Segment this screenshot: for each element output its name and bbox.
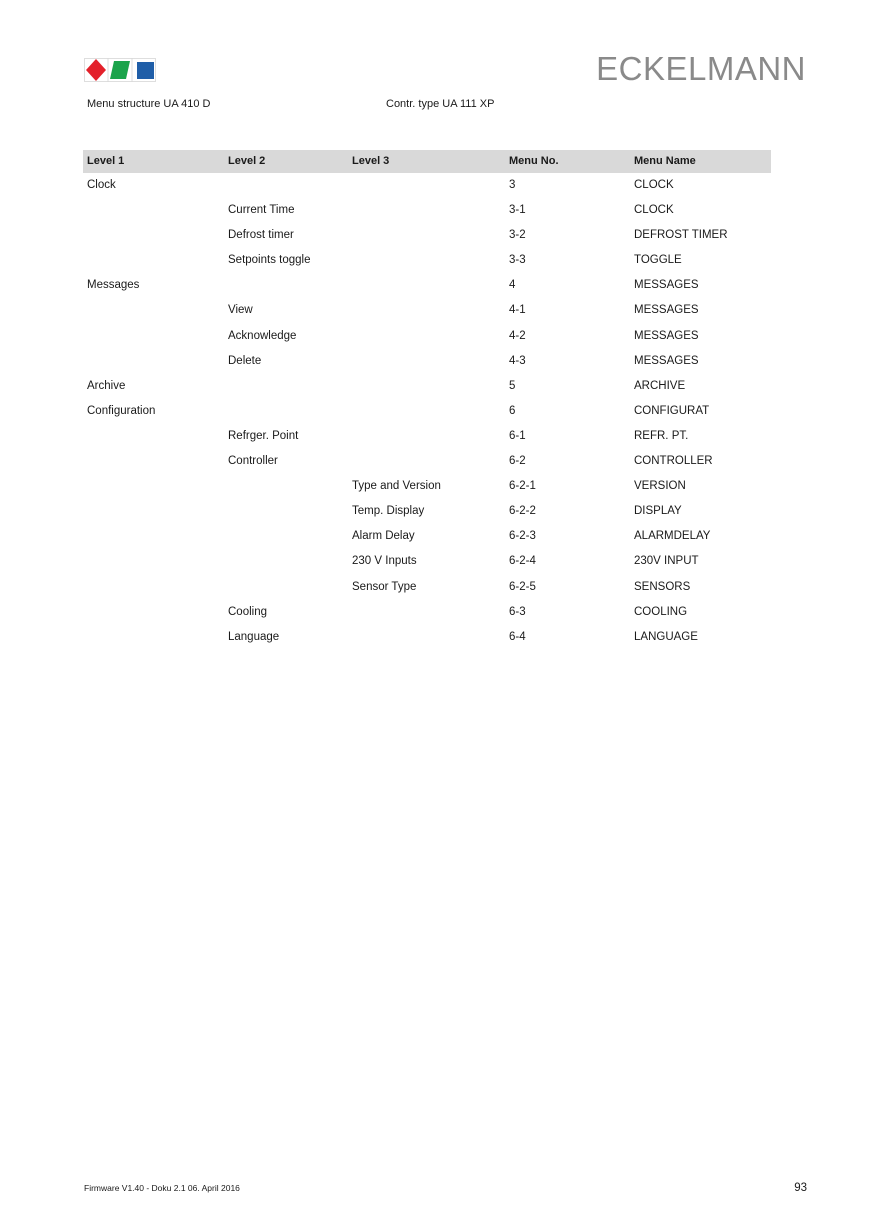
menu-no-cell: 6-4 bbox=[509, 630, 526, 643]
header-menu-name: Menu Name bbox=[634, 155, 696, 167]
level-2-cell: Refrger. Point bbox=[228, 429, 299, 442]
logo-red-diamond-mark bbox=[86, 59, 106, 81]
menu-no-cell: 6-2-2 bbox=[509, 505, 536, 518]
table-row bbox=[83, 298, 771, 323]
table-row bbox=[83, 349, 771, 374]
level-2-cell: Language bbox=[228, 630, 280, 643]
table-row bbox=[83, 223, 771, 248]
level-2-cell: Controller bbox=[228, 455, 278, 468]
menu-name-cell: VERSION bbox=[634, 480, 686, 493]
table-row bbox=[83, 173, 771, 198]
menu-name-cell: ALARMDELAY bbox=[634, 530, 711, 543]
level-1-cell: Archive bbox=[87, 379, 126, 392]
table-body bbox=[83, 173, 771, 650]
menu-name-cell: ARCHIVE bbox=[634, 379, 686, 392]
menu-no-cell: 5 bbox=[509, 379, 516, 392]
table-row bbox=[83, 424, 771, 449]
header-level-1: Level 1 bbox=[87, 155, 125, 167]
table-row bbox=[83, 273, 771, 298]
menu-no-cell: 6-2-4 bbox=[509, 555, 536, 568]
table-row bbox=[83, 248, 771, 273]
menu-no-cell: 6 bbox=[509, 404, 516, 417]
document-title: Menu structure UA 410 D bbox=[87, 98, 211, 110]
table-header-row bbox=[83, 150, 771, 173]
table-row bbox=[83, 625, 771, 650]
level-3-cell: Sensor Type bbox=[352, 580, 417, 593]
level-3-cell: Temp. Display bbox=[352, 505, 425, 518]
level-2-cell: View bbox=[228, 304, 253, 317]
level-2-cell: Acknowledge bbox=[228, 329, 297, 342]
brand-wordmark: ECKELMANN bbox=[596, 50, 806, 87]
level-1-cell: Configuration bbox=[87, 404, 156, 417]
menu-name-cell: CLOCK bbox=[634, 204, 674, 217]
footer-firmware: Firmware V1.40 - Doku 2.1 06. April 2016 bbox=[84, 1183, 240, 1193]
table-row bbox=[83, 399, 771, 424]
logo-blue-square-mark bbox=[137, 62, 154, 79]
menu-no-cell: 4-1 bbox=[509, 304, 526, 317]
table-row bbox=[83, 600, 771, 625]
page-number: 93 bbox=[794, 1182, 807, 1194]
level-3-cell: Type and Version bbox=[352, 480, 441, 493]
menu-name-cell: DISPLAY bbox=[634, 505, 682, 518]
menu-name-cell: MESSAGES bbox=[634, 329, 699, 342]
table-row bbox=[83, 449, 771, 474]
menu-no-cell: 3-1 bbox=[509, 204, 526, 217]
table-row bbox=[83, 549, 771, 574]
menu-name-cell: MESSAGES bbox=[634, 354, 699, 367]
table-row bbox=[83, 499, 771, 524]
table-row bbox=[83, 474, 771, 499]
logo-green-parallelogram-mark bbox=[110, 61, 130, 79]
menu-name-cell: CONFIGURAT bbox=[634, 404, 710, 417]
menu-name-cell: TOGGLE bbox=[634, 254, 682, 267]
level-3-cell: Alarm Delay bbox=[352, 530, 415, 543]
level-2-cell: Current Time bbox=[228, 204, 295, 217]
menu-no-cell: 4 bbox=[509, 279, 516, 292]
menu-no-cell: 6-2 bbox=[509, 455, 526, 468]
level-1-cell: Messages bbox=[87, 279, 140, 292]
table-row bbox=[83, 524, 771, 549]
table-row bbox=[83, 374, 771, 399]
menu-no-cell: 3-3 bbox=[509, 254, 526, 267]
menu-name-cell: COOLING bbox=[634, 605, 688, 618]
controller-type: Contr. type UA 111 XP bbox=[386, 98, 495, 110]
menu-name-cell: LANGUAGE bbox=[634, 630, 698, 643]
menu-no-cell: 4-2 bbox=[509, 329, 526, 342]
menu-no-cell: 6-2-3 bbox=[509, 530, 536, 543]
menu-name-cell: DEFROST TIMER bbox=[634, 229, 728, 242]
menu-name-cell: CONTROLLER bbox=[634, 455, 713, 468]
menu-no-cell: 6-2-5 bbox=[509, 580, 536, 593]
table-row bbox=[83, 324, 771, 349]
menu-name-cell: REFR. PT. bbox=[634, 429, 689, 442]
menu-no-cell: 6-1 bbox=[509, 429, 526, 442]
level-2-cell: Setpoints toggle bbox=[228, 254, 311, 267]
menu-name-cell: SENSORS bbox=[634, 580, 691, 593]
company-logo bbox=[84, 58, 156, 82]
menu-no-cell: 6-2-1 bbox=[509, 480, 536, 493]
menu-no-cell: 3-2 bbox=[509, 229, 526, 242]
menu-name-cell: 230V INPUT bbox=[634, 555, 699, 568]
level-3-cell: 230 V Inputs bbox=[352, 555, 417, 568]
level-2-cell: Cooling bbox=[228, 605, 267, 618]
header-menu-no: Menu No. bbox=[509, 155, 559, 167]
menu-name-cell: MESSAGES bbox=[634, 304, 699, 317]
table-row bbox=[83, 575, 771, 600]
menu-structure-table bbox=[83, 150, 771, 650]
menu-no-cell: 4-3 bbox=[509, 354, 526, 367]
table-row bbox=[83, 198, 771, 223]
menu-no-cell: 6-3 bbox=[509, 605, 526, 618]
header-level-3: Level 3 bbox=[352, 155, 390, 167]
level-2-cell: Delete bbox=[228, 354, 262, 367]
menu-no-cell: 3 bbox=[509, 179, 516, 191]
menu-name-cell: CLOCK bbox=[634, 179, 674, 191]
level-1-cell: Clock bbox=[87, 179, 116, 191]
header-level-2: Level 2 bbox=[228, 155, 266, 167]
level-2-cell: Defrost timer bbox=[228, 229, 294, 242]
menu-name-cell: MESSAGES bbox=[634, 279, 699, 292]
